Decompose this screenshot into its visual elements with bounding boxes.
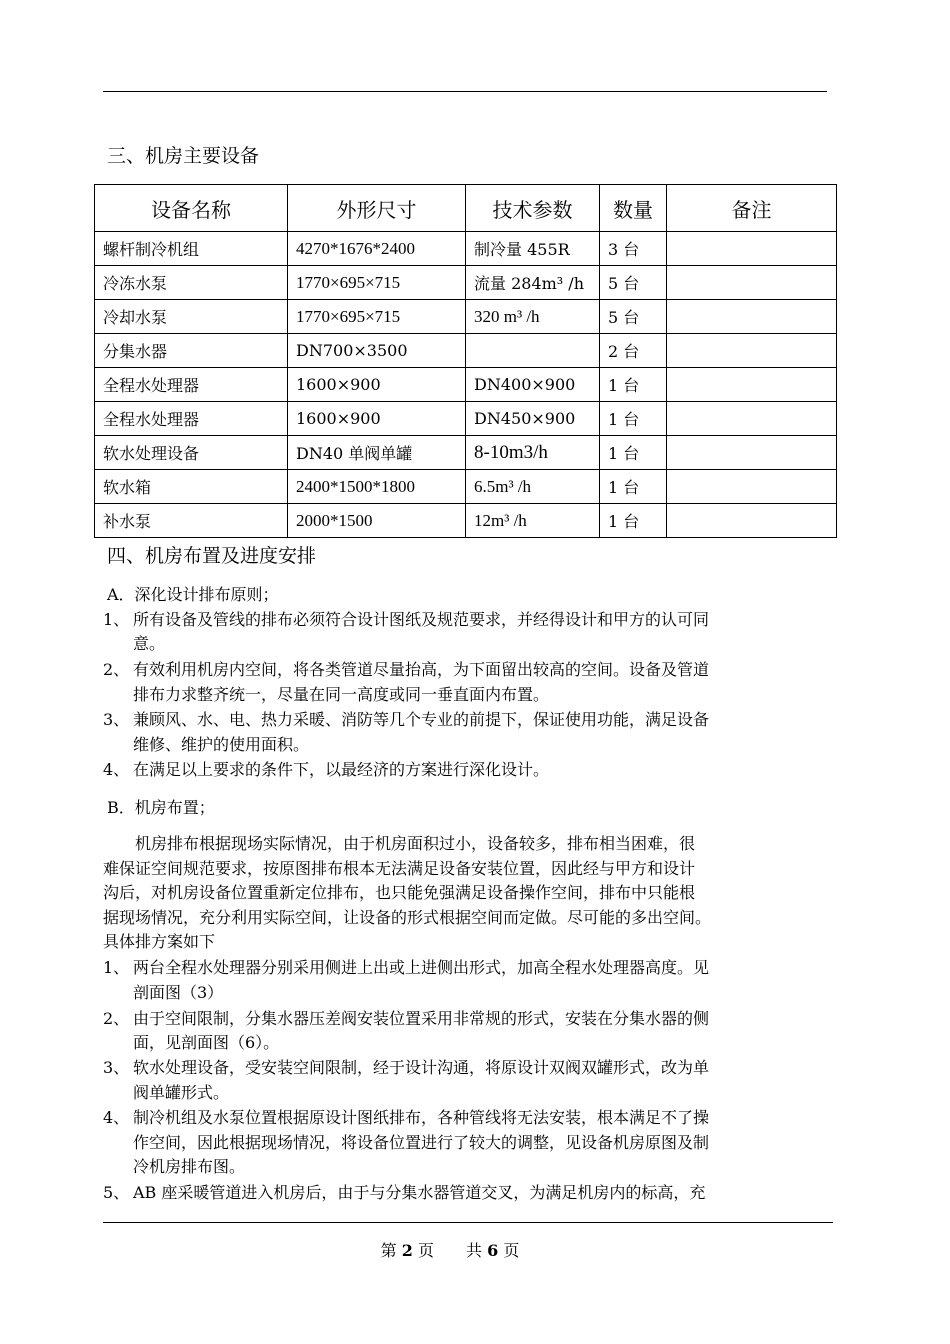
list-item-line: 作空间，因此根据现场情况，将设备位置进行了较大的调整，见设备机房原图及制 — [133, 1133, 710, 1152]
paragraph-line: 沟后，对机房设备位置重新定位排布，也只能免强满足设备操作空间，排布中只能根 — [103, 883, 696, 902]
cell-dimensions: 4270*1676*2400 — [288, 232, 466, 266]
cell-name: 全程水处理器 — [95, 368, 288, 402]
footer-rule — [103, 1222, 833, 1223]
cell-name: 补水泵 — [95, 504, 288, 538]
cell-name: 软水处理设备 — [95, 436, 288, 470]
cell-tech-params: 8-10m3/h — [466, 436, 600, 470]
table-row — [95, 504, 837, 538]
table-row — [95, 402, 837, 436]
table-row — [95, 470, 837, 504]
list-number: 1、 — [103, 958, 130, 977]
list-number: 1、 — [103, 610, 130, 629]
cell-remarks — [667, 232, 837, 266]
cell-quantity: 1 台 — [600, 470, 667, 504]
cell-dimensions: 2400*1500*1800 — [288, 470, 466, 504]
table-row — [95, 368, 837, 402]
cell-name: 全程水处理器 — [95, 402, 288, 436]
list-item-line: 兼顾风、水、电、热力采暖、消防等几个专业的前提下，保证使用功能，满足设备 — [133, 710, 710, 729]
list-item-line: 由于空间限制，分集水器压差阀安装位置采用非常规的形式，安装在分集水器的侧 — [133, 1009, 710, 1028]
table-row — [95, 334, 837, 368]
table-row — [95, 266, 837, 300]
list-item-line: 在满足以上要求的条件下，以最经济的方案进行深化设计。 — [133, 760, 550, 779]
cell-remarks — [667, 436, 837, 470]
cell-tech-params: DN450×900 — [466, 402, 600, 436]
list-number: 3、 — [103, 1058, 130, 1077]
section-4-title: 四、机房布置及进度安排 — [107, 545, 317, 567]
cell-remarks — [667, 334, 837, 368]
cell-quantity: 1 台 — [600, 436, 667, 470]
equipment-table — [94, 184, 837, 538]
list-number: 5、 — [103, 1183, 130, 1202]
list-item-line: 制冷机组及水泵位置根据原设计图纸排布，各种管线将无法安装，根本满足不了操 — [133, 1108, 710, 1127]
cell-dimensions: 1600×900 — [288, 402, 466, 436]
cell-name: 冷却水泵 — [95, 300, 288, 334]
list-number: 4、 — [103, 1108, 130, 1127]
paragraph-line: 具体排方案如下 — [103, 932, 216, 951]
cell-remarks — [667, 402, 837, 436]
cell-name: 冷冻水泵 — [95, 266, 288, 300]
cell-dimensions: DN700×3500 — [288, 334, 466, 368]
cell-tech-params: 制冷量 455R — [466, 232, 600, 266]
cell-quantity: 1 台 — [600, 504, 667, 538]
part-a-title: A．深化设计排布原则； — [107, 585, 279, 604]
list-number: 2、 — [103, 660, 130, 679]
cell-tech-params: 12m³ /h — [466, 504, 600, 538]
list-number: 4、 — [103, 760, 130, 779]
cell-dimensions: 1600×900 — [288, 368, 466, 402]
list-item-line: 面，见剖面图（6）。 — [133, 1033, 280, 1052]
list-item-line: 所有设备及管线的排布必须符合设计图纸及规范要求，并经得设计和甲方的认可同 — [133, 610, 710, 629]
list-item-line: 维修、维护的使用面积。 — [133, 735, 310, 754]
cell-remarks — [667, 266, 837, 300]
cell-quantity: 3 台 — [600, 232, 667, 266]
cell-name: 软水箱 — [95, 470, 288, 504]
header-rule — [103, 91, 827, 92]
table-row — [95, 232, 837, 266]
cell-quantity: 2 台 — [600, 334, 667, 368]
list-item-line: 两台全程水处理器分别采用侧进上出或上进侧出形式，加高全程水处理器高度。见 — [133, 958, 710, 977]
list-item-line: 阀单罐形式。 — [133, 1083, 230, 1102]
cell-tech-params: 流量 284m³ /h — [466, 266, 600, 300]
part-b-title: B．机房布置； — [107, 798, 215, 817]
total-page-number: 6 — [487, 1241, 499, 1260]
header-quantity: 数量 — [600, 185, 667, 232]
header-remarks: 备注 — [667, 185, 837, 232]
section-3-title: 三、机房主要设备 — [107, 145, 260, 167]
header-tech-params: 技术参数 — [466, 185, 600, 232]
paragraph-line: 难保证空间规范要求，按原图排布根本无法满足设备安装位置，因此经与甲方和设计 — [103, 858, 696, 878]
table-row — [95, 436, 837, 470]
footer-suffix: 页 — [503, 1241, 520, 1260]
list-item-line: AB 座采暖管道进入机房后，由于与分集水器管道交叉，为满足机房内的标高，充 — [133, 1183, 706, 1202]
list-number: 2、 — [103, 1009, 130, 1028]
paragraph-line: 机房排布根据现场实际情况，由于机房面积过小，设备较多，排布相当困难，很 — [103, 834, 696, 853]
list-item-line: 有效利用机房内空间，将各类管道尽量抬高，为下面留出较高的空间。设备及管道 — [133, 660, 710, 679]
cell-tech-params: 6.5m³ /h — [466, 470, 600, 504]
list-item-line: 意。 — [133, 634, 166, 653]
list-item-line: 剖面图（3） — [133, 983, 224, 1002]
cell-dimensions: 2000*1500 — [288, 504, 466, 538]
header-name: 设备名称 — [95, 185, 288, 232]
list-number: 3、 — [103, 710, 130, 729]
paragraph-line: 据现场情况，充分利用实际空间，让设备的形式根据空间而定做。尽可能的多出空间。 — [103, 907, 712, 927]
part-b-paragraph — [103, 832, 825, 955]
footer-prefix: 第 — [380, 1241, 397, 1260]
header-dimensions: 外形尺寸 — [288, 185, 466, 232]
table-header-row — [95, 185, 837, 232]
cell-quantity: 1 台 — [600, 402, 667, 436]
cell-dimensions: 1770×695×715 — [288, 300, 466, 334]
cell-tech-params — [466, 334, 600, 368]
list-item-line: 软水处理设备，受安装空间限制，经于设计沟通，将原设计双阀双罐形式，改为单 — [133, 1058, 710, 1077]
cell-dimensions: DN40 单阀单罐 — [288, 436, 466, 470]
cell-quantity: 5 台 — [600, 266, 667, 300]
table-row — [95, 300, 837, 334]
cell-remarks — [667, 504, 837, 538]
current-page-number: 2 — [401, 1241, 413, 1260]
cell-name: 分集水器 — [95, 334, 288, 368]
cell-dimensions: 1770×695×715 — [288, 266, 466, 300]
cell-remarks — [667, 470, 837, 504]
cell-tech-params: DN400×900 — [466, 368, 600, 402]
footer-mid: 页 共 — [417, 1241, 482, 1260]
list-item-line: 排布力求整齐统一，尽量在同一高度或同一垂直面内布置。 — [133, 685, 550, 704]
cell-tech-params: 320 m³ /h — [466, 300, 600, 334]
cell-name: 螺杆制冷机组 — [95, 232, 288, 266]
cell-remarks — [667, 368, 837, 402]
cell-remarks — [667, 300, 837, 334]
cell-quantity: 1 台 — [600, 368, 667, 402]
list-item-line: 冷机房排布图。 — [133, 1157, 246, 1176]
cell-quantity: 5 台 — [600, 300, 667, 334]
page-footer — [0, 1238, 900, 1261]
